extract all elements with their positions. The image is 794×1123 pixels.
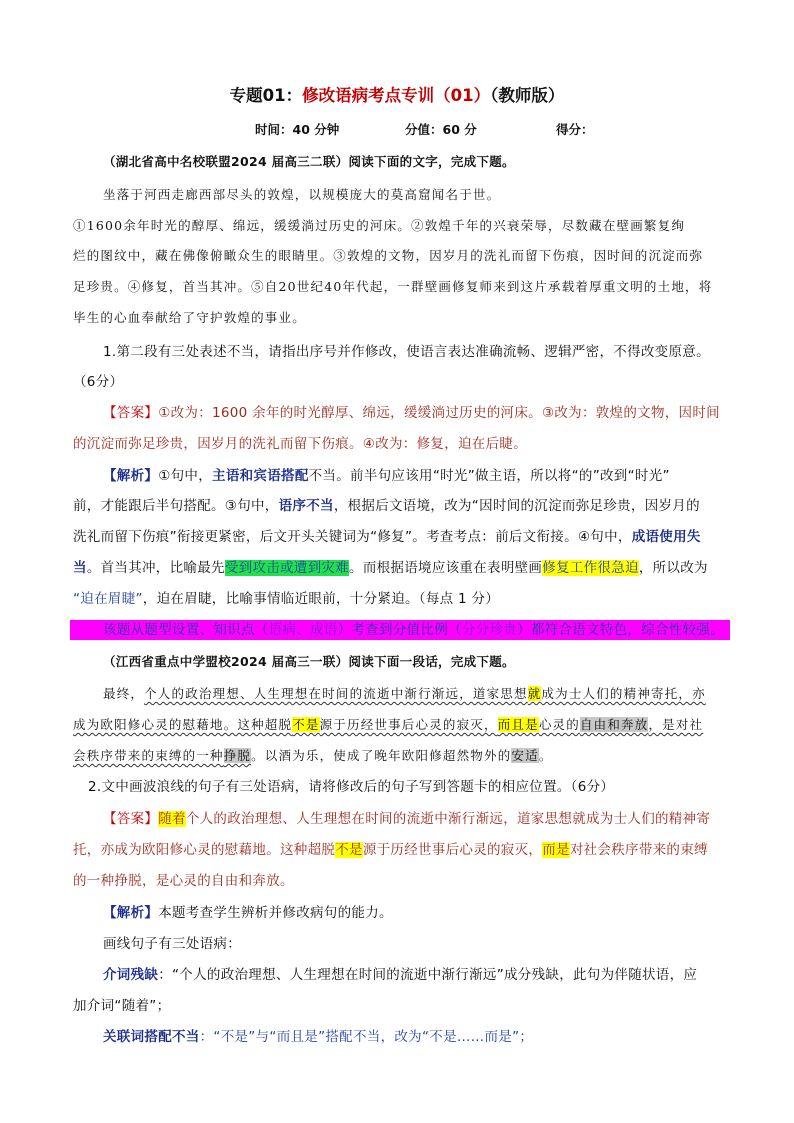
q1-source: （湖北省高中名校联盟2024 届高三二联）阅读下面的文字，完成下题。 <box>103 154 515 169</box>
answer-tag: 【答案】 <box>103 811 159 827</box>
passage-text: 。以酒为乐，使成了晚年欧阳修超然物外的 <box>251 748 512 763</box>
highlight-yellow: 随着 <box>158 811 186 827</box>
highlight-gray: 自由和奔放 <box>579 717 649 732</box>
highlight-green: 受到攻击或遭到灾难 <box>224 560 350 576</box>
wavy-sentence <box>73 717 703 732</box>
passage-text: 。 <box>538 748 553 763</box>
analysis-keyword: 当 <box>73 560 87 576</box>
passage-text: 源于历经世事后心灵的寂灭， <box>319 717 498 732</box>
q2-analysis-line: 加介词“随着”； <box>73 998 171 1014</box>
highlight-gray: 安适 <box>511 748 539 763</box>
highlight-yellow: 而是 <box>542 842 570 858</box>
analysis-text: 。首当其冲，比喻最先 <box>86 560 225 576</box>
wavy-sentence <box>73 748 251 763</box>
q2-source: （江西省重点中学盟校2024 届高三一联）阅读下面一段话，完成下题。 <box>103 654 515 669</box>
highlight-yellow: 就 <box>527 686 542 701</box>
q2-passage-line <box>73 715 703 735</box>
analysis-text: 不当。前半句应该用“时光”做主语，所以将“的”改到“时光” <box>308 468 670 484</box>
analysis-text: ：“个人的政治理想、人生理想在时间的流逝中渐行渐远”成分残缺，此句为伴随状语，应 <box>158 967 698 983</box>
q2-question: 2.文中画波浪线的句子有三处语病，请将修改后的句子写到答题卡的相应位置。（6分） <box>88 779 615 795</box>
analysis-text: ，根据后文语境，改为“因时间的沉淀而弥足珍贵，因岁月的 <box>333 498 700 514</box>
got-label: 得分： <box>556 122 594 137</box>
note-keyword: 分分珍贵 <box>461 622 518 638</box>
q1-passage-line: 烂的图纹中，藏在佛像俯瞰众生的眼睛里。③敦煌的文物，因岁月的洗礼而留下伤痕，因时间的沉淀而弥 <box>73 248 704 263</box>
note-text: ）都符合语文特色，综合性较强。 <box>517 622 725 638</box>
highlight-gray: 挣脱 <box>223 748 252 763</box>
passage-text: 会秩序带来的束缚的一种 <box>73 748 224 763</box>
q2-analysis-line <box>103 965 697 985</box>
analysis-keyword: 成语使用失 <box>631 529 701 545</box>
answer-text: 对社会秩序带来的束缚 <box>569 842 708 858</box>
analysis-tag: 【解析】 <box>103 905 159 921</box>
analysis-text: ①句中， <box>158 468 213 484</box>
passage-text: 成为士人们的精神寄托，亦 <box>541 686 706 701</box>
wavy-sentence <box>144 686 706 701</box>
page-title <box>0 84 794 108</box>
q2-answer-line <box>73 840 708 860</box>
answer-text: ①改为：1600 余年的时光醇厚、绵远，缓缓淌过历史的河床。③改为：敦煌的文物，因时间 <box>158 405 720 421</box>
analysis-keyword: 语序不当 <box>278 498 334 514</box>
analysis-keyword: 主语和宾语搭配 <box>212 468 309 484</box>
highlight-yellow: 不是 <box>292 717 320 732</box>
score-label: 分值：60 分 <box>405 122 477 137</box>
analysis-keyword: 介词残缺 <box>103 967 159 983</box>
analysis-tag: 【解析】 <box>103 468 159 484</box>
time-label: 时间：40 分钟 <box>255 122 340 137</box>
q1-passage-line: 毕生的心血奉献给了守护敦煌的事业。 <box>73 310 306 325</box>
q2-analysis-line <box>103 1027 533 1047</box>
passage-text: 个人的政治理想、人生理想在时间的流逝中渐行渐远，道家思想 <box>144 686 528 701</box>
analysis-text: 前，才能跟后半句搭配。③句中， <box>73 498 279 514</box>
analysis-text: ，所以改为 <box>638 560 708 576</box>
q1-analysis-line <box>73 496 700 516</box>
passage-text: 心灵的 <box>538 717 580 732</box>
q1-answer-line <box>103 403 720 423</box>
analysis-text: 洗礼而留下伤痕”衔接更紧密，后文开头关键词为“修复”。考查考点：前后文衔接。④句中， <box>73 529 632 545</box>
q1-analysis-line <box>103 466 670 486</box>
q2-passage-line <box>73 746 553 766</box>
passage-text: 成为欧阳修心灵的慰藉地。这种超脱 <box>73 717 293 732</box>
q1-analysis-line <box>73 527 701 547</box>
q2-analysis-line: 画线句子有三处语病： <box>103 936 241 952</box>
q2-analysis-line <box>103 903 393 923</box>
q1-passage-line: ①1600余年时光的醇厚、绵远，缓缓淌过历史的河床。②敦煌千年的兴衰荣辱，尽数藏在壁画繁复绚 <box>73 218 686 233</box>
q2-answer-line: 的一种挣脱，是心灵的自由和奔放。 <box>73 873 294 889</box>
q1-analysis-line <box>73 589 499 609</box>
q2-passage-line <box>103 684 706 704</box>
answer-tag: 【答案】 <box>103 405 159 421</box>
title-topic: 修改语病考点专训（01） <box>302 86 491 105</box>
title-prefix: 专题01： <box>229 86 303 105</box>
note-keyword: 语病、成语 <box>268 622 338 638</box>
q1-note <box>103 620 724 640</box>
analysis-text: ：“不是”与“而且是”搭配不当，改为“不是……而是”； <box>199 1029 534 1045</box>
passage-text: ，是对社 <box>648 717 704 732</box>
q1-question: 1.第二段有三处表述不当，请指出序号并作修改，使语言表达准确流畅、逻辑严密，不得改变原意。 <box>103 344 710 360</box>
highlight-yellow: 修复工作很急迫 <box>542 560 639 576</box>
note-text: ）考查到分值比例（ <box>337 622 462 638</box>
analysis-text: 本题考查学生辨析并修改病句的能力。 <box>158 905 393 921</box>
q1-analysis-line <box>73 558 708 578</box>
note-text: 该题从题型设置、知识点（ <box>103 622 269 638</box>
q1-passage-line: 坐落于河西走廊西部尽头的敦煌，以规模庞大的莫高窟闻名于世。 <box>103 187 501 202</box>
analysis-text: 。而根据语境应该重在表明壁画 <box>349 560 543 576</box>
analysis-text: ，迫在眉睫，比喻事情临近眼前，十分紧迫。（每点 1 分） <box>142 591 500 607</box>
q1-passage-line: 足珍贵。④修复，首当其冲。⑤自20世纪40年代起，一群壁画修复师来到这片承载着厚重文明的土地，将 <box>73 279 713 294</box>
analysis-keyword: 关联词搭配不当 <box>103 1029 200 1045</box>
analysis-quote: “迫在眉睫” <box>73 591 143 607</box>
answer-text: 个人的政治理想、人生理想在时间的流逝中渐行渐远，道家思想就成为士人们的精神寄 <box>185 811 711 827</box>
answer-text: 托，亦成为欧阳修心灵的慰藉地。这种超脱 <box>73 842 336 858</box>
highlight-yellow: 不是 <box>335 842 363 858</box>
q1-question-points: （6分） <box>73 374 124 390</box>
q1-answer-line: 的沉淀而弥足珍贵，因岁月的洗礼而留下伤痕。④改为：修复，迫在后睫。 <box>73 436 528 452</box>
answer-text: 源于历经世事后心灵的寂灭， <box>362 842 543 858</box>
title-suffix: （教师版） <box>490 86 565 105</box>
highlight-yellow: 而且是 <box>497 717 539 732</box>
passage-text: 最终， <box>103 686 145 701</box>
q2-answer-line <box>103 809 710 829</box>
